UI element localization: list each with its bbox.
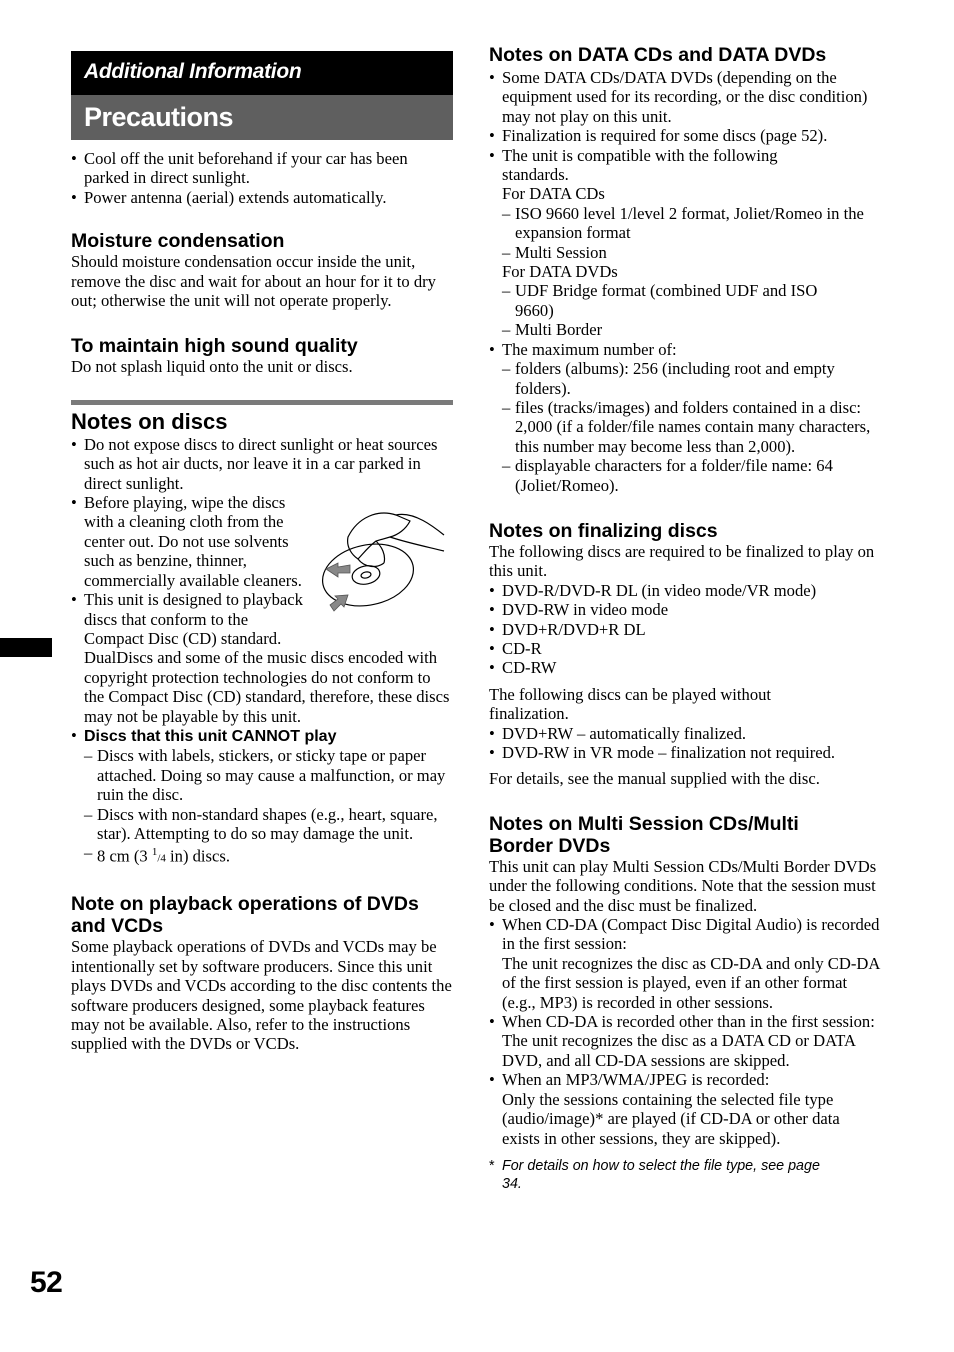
max-number-list xyxy=(502,359,881,495)
page-number: 52 xyxy=(30,1266,63,1299)
size-sub: /4 xyxy=(157,852,166,865)
list-item: • DVD+RW – automatically finalized. xyxy=(489,724,881,743)
list-item xyxy=(84,843,453,869)
list-item xyxy=(489,340,881,495)
for-data-dvds: For DATA DVDs xyxy=(502,262,618,282)
list-item: – Discs with labels, stickers, or sticky tape or paper attached. Doing so may cause a malfunction, or may ruin the disc. xyxy=(84,746,453,804)
max-number-text: • The maximum number of: xyxy=(502,339,677,359)
list-item: – Multi Border xyxy=(502,320,881,339)
list-item: • DVD+R/DVD+R DL xyxy=(489,620,881,639)
for-data-cds: For DATA CDs xyxy=(502,184,605,204)
without-finalization-list xyxy=(489,724,881,763)
list-item: • Before playing, wipe the discs with a cleaning cloth from the center out. Do not use solvents such as benzine, thinner, commercially available cleaners. xyxy=(71,493,306,590)
list-item xyxy=(489,1012,881,1070)
list-item: – Multi Session xyxy=(502,243,881,262)
size-text-b: in) discs. xyxy=(165,846,230,866)
finalize-required-list xyxy=(489,581,881,678)
cannot-play-heading: Discs that this unit CANNOT play xyxy=(84,727,337,745)
page-title-bar xyxy=(71,95,453,140)
list-item: – Discs with non-standard shapes (e.g., heart, square, star). Attempting to do so may damage the unit. xyxy=(84,805,453,844)
intro-bullet-list xyxy=(71,149,453,207)
dvd-format-list xyxy=(502,281,881,339)
playback-body: Some playback operations of DVDs and VCDs may be intentionally set by software producers. Since this unit plays DVDs and VCDs according to the disc contents the software producers designed, some playback features may not be available. Also, refer to the instructions supplied with the DVDs or VCDs. xyxy=(71,937,452,1054)
list-item: • DVD-RW in VR mode – finalization not required. xyxy=(489,743,881,762)
moisture-body: Should moisture condensation occur inside the unit, remove the disc and wait for about an hour for it to dry out; otherwise the unit will not operate properly. xyxy=(71,252,436,311)
size-sup: 1 xyxy=(151,846,158,859)
page-title: Precautions xyxy=(84,102,234,132)
list-item xyxy=(489,146,881,340)
list-item: • CD-RW xyxy=(489,658,881,677)
list-item: • DVD-RW in video mode xyxy=(489,600,881,619)
condition-3-body: Only the sessions containing the selected file type (audio/image)* are played (if CD-DA or other data exists in other sessions, they are skipped). xyxy=(502,1089,840,1148)
footnote-text: For details on how to select the file type, see page 34. xyxy=(502,1157,820,1192)
without-finalization-intro: The following discs can be played without finalization. xyxy=(489,684,772,724)
footnote-mark: * xyxy=(489,1157,495,1174)
list-item: – ISO 9660 level 1/level 2 format, Joliet/Romeo in the expansion format xyxy=(502,204,881,243)
standards-text: • The unit is compatible with the following standards. xyxy=(502,145,778,185)
list-item: • CD-R xyxy=(489,639,881,658)
disc-standard-text: • This unit is designed to playback discs that conform to the Compact Disc (CD) standard. DualDiscs and some of the music discs encoded with copyright protection technologies do not conform to the Compact Disc (CD) standard, therefore, these discs may not be playable by this unit. xyxy=(84,590,450,726)
list-item: • Finalization is required for some discs (page 52). xyxy=(489,126,881,145)
list-item: • DVD-R/DVD-R DL (in video mode/VR mode) xyxy=(489,581,881,600)
playback-heading: Note on playback operations of DVDs and VCDs xyxy=(71,893,419,938)
cannot-play-list xyxy=(84,746,453,869)
data-heading: Notes on DATA CDs and DATA DVDs xyxy=(489,44,827,66)
section-title: Additional Information xyxy=(84,60,302,83)
finalizing-intro: The following discs are required to be finalized to play on this unit. xyxy=(489,541,875,581)
list-item: • Do not expose discs to direct sunlight or heat sources such as hot air ducts, nor leave it in a car parked in direct sunlight. xyxy=(71,435,453,493)
right-column xyxy=(489,44,881,1193)
size-text-a: 8 cm (3 xyxy=(97,846,152,866)
list-item: • Some DATA CDs/DATA DVDs (depending on the equipment used for its recording, or the disc condition) may not play on this unit. xyxy=(489,68,881,126)
list-item: – UDF Bridge format (combined UDF and ISO 9660) xyxy=(502,281,860,320)
condition-2-head: • When CD-DA is recorded other than in the first session: xyxy=(502,1012,875,1032)
list-item: • Cool off the unit beforehand if your car has been parked in direct sunlight. xyxy=(71,149,453,188)
condition-1-body: The unit recognizes the disc as CD-DA and only CD-DA of the first session is played, even if an other format (e.g., MP3) is recorded in other sessions. xyxy=(502,953,880,1012)
multi-session-conditions xyxy=(489,915,881,1148)
list-item xyxy=(489,915,881,1012)
condition-3-head: • When an MP3/WMA/JPEG is recorded: xyxy=(502,1070,770,1090)
multi-session-intro: This unit can play Multi Session CDs/Multi Border DVDs under the following conditions. Note that the session must be closed and the disc must be finalized. xyxy=(489,856,877,915)
condition-2-body: The unit recognizes the disc as a DATA CD or DATA DVD, and all CD-DA sessions are skipped. xyxy=(502,1031,856,1070)
chapter-tab-marker xyxy=(0,638,52,657)
data-bullet-list xyxy=(489,68,881,495)
finalizing-heading: Notes on finalizing discs xyxy=(489,519,718,542)
section-header-bar xyxy=(71,51,453,95)
multi-session-heading: Notes on Multi Session CDs/Multi Border DVDs xyxy=(489,812,799,857)
sound-body: Do not splash liquid onto the unit or discs. xyxy=(71,357,353,377)
list-item xyxy=(71,726,453,869)
moisture-heading: Moisture condensation xyxy=(71,230,285,253)
list-item: – displayable characters for a folder/file name: 64 (Joliet/Romeo). xyxy=(502,456,881,495)
list-item: – folders (albums): 256 (including root and empty folders). xyxy=(502,359,881,398)
list-item xyxy=(489,1070,881,1148)
list-item: • Power antenna (aerial) extends automatically. xyxy=(71,188,453,207)
list-item: – files (tracks/images) and folders contained in a disc: 2,000 (if a folder/file names contain many characters, this number may become less than 2,000). xyxy=(502,398,877,456)
section-rule xyxy=(71,400,453,405)
discs-heading: Notes on discs xyxy=(71,408,228,434)
cd-format-list xyxy=(502,204,881,262)
finalizing-details: For details, see the manual supplied with the disc. xyxy=(489,769,820,789)
footnote xyxy=(489,1157,832,1193)
disc-cleaning-illustration xyxy=(318,507,448,655)
sound-heading: To maintain high sound quality xyxy=(71,335,358,358)
condition-1-head: • When CD-DA (Compact Disc Digital Audio) is recorded in the first session: xyxy=(502,915,880,954)
